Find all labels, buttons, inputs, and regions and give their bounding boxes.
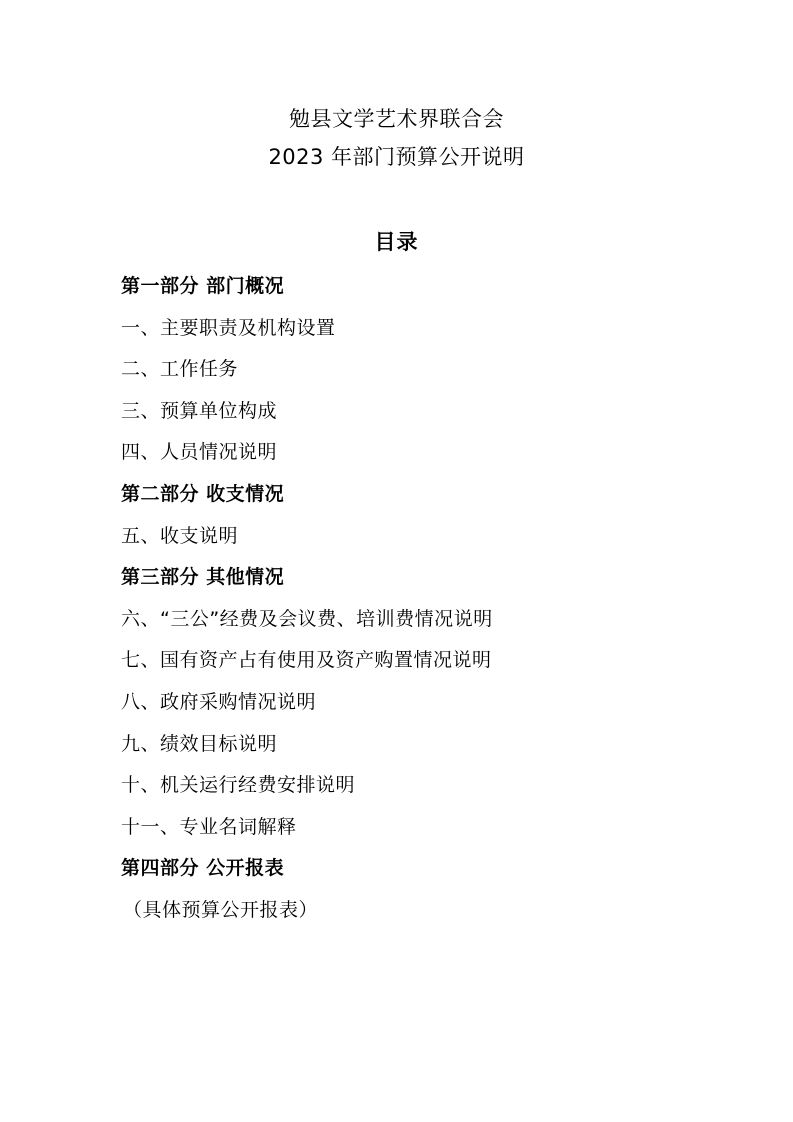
toc-item: 四、人员情况说明 [121, 441, 278, 464]
toc-heading: 目录 [374, 230, 419, 254]
title-organization: 勉县文学艺术界联合会 [289, 107, 504, 131]
toc-item: 二、工作任务 [121, 358, 239, 381]
table-of-contents [121, 266, 721, 932]
toc-part-heading: 第一部分 部门概况 [121, 275, 285, 297]
document-title [0, 100, 793, 176]
title-subtitle: 2023 年部门预算公开说明 [268, 145, 525, 169]
toc-item: 七、国有资产占有使用及资产购置情况说明 [121, 649, 492, 672]
toc-part-heading: 第三部分 其他情况 [121, 566, 285, 589]
toc-item: 十一、专业名词解释 [121, 815, 297, 838]
toc-part-heading: 第二部分 收支情况 [121, 482, 285, 505]
toc-item: 十、机关运行经费安排说明 [121, 774, 356, 797]
toc-item: 五、收支说明 [121, 524, 239, 547]
toc-part-heading: 第四部分 公开报表 [121, 857, 285, 880]
toc-item: 九、绩效目标说明 [121, 732, 278, 755]
toc-note: （具体预算公开报表） [123, 898, 319, 921]
toc-item: 八、政府采购情况说明 [121, 690, 317, 713]
toc-item: 三、预算单位构成 [121, 399, 278, 422]
toc-item: 一、主要职责及机构设置 [121, 316, 336, 339]
toc-item: 六、“三公”经费及会议费、培训费情况说明 [121, 607, 493, 630]
